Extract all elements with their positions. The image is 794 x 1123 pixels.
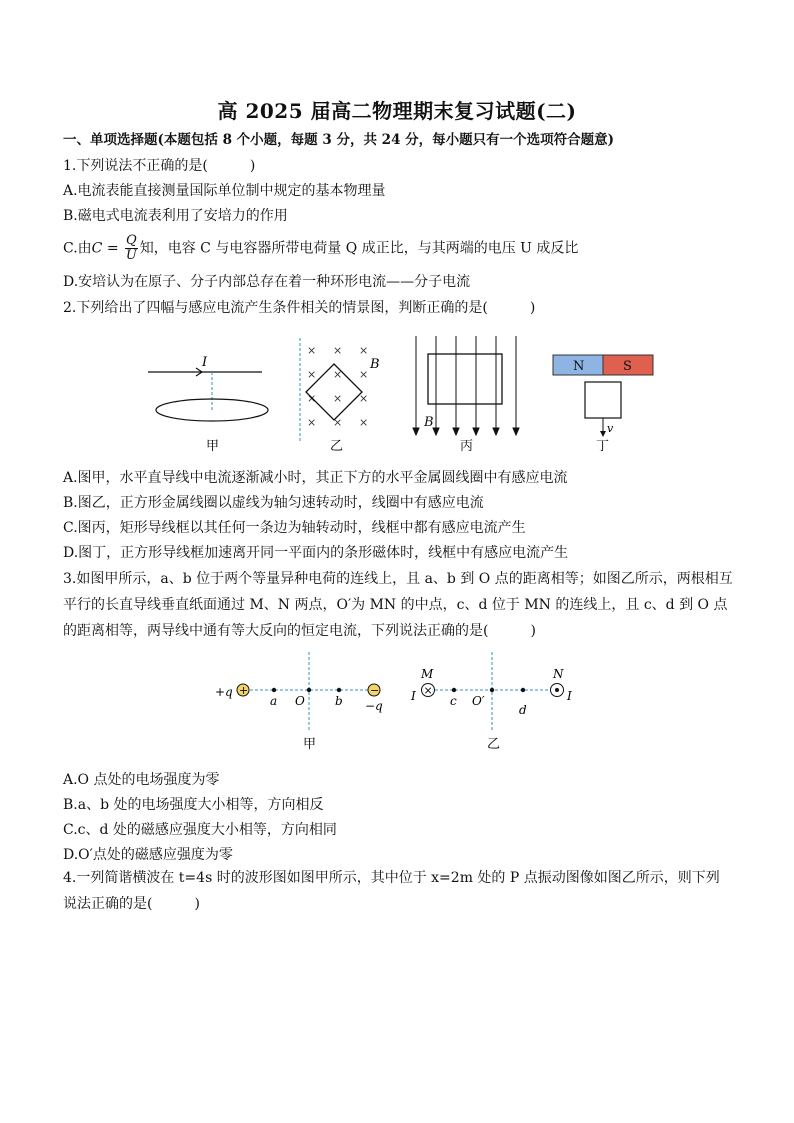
figure-yi	[300, 338, 380, 454]
svg-text:×: ×	[307, 368, 317, 381]
svg-text:×: ×	[359, 368, 369, 381]
svg-text:×: ×	[359, 344, 369, 357]
label-bing: 丙	[460, 439, 474, 454]
label-yi-q3: 乙	[487, 737, 501, 752]
svg-text:×: ×	[307, 392, 317, 405]
q3-figure	[205, 652, 595, 754]
field-label-bing: B	[424, 415, 434, 430]
q2-option-c: C.图丙，矩形导线框以其任何一条边为轴转动时，线框中都有感应电流产生	[63, 520, 526, 536]
label-b: b	[335, 694, 343, 708]
label-jia-q3: 甲	[303, 737, 317, 752]
magnet-s-label: S	[623, 359, 632, 374]
label-o: O	[295, 694, 305, 708]
svg-text:×: ×	[333, 344, 343, 357]
q3-stem: 3.如图甲所示，a、b 位于两个等量异种电荷的连线上，且 a、b 到 O 点的距离相等；如图乙所示，两根相互平行的长直导线垂直纸面通过 M、N 两点，O′为 MN 的中点，c、d 位于 MN 的连线上，且 c、d 到 O 点的距离相等，两导线中通有等大反向的恒定电流，下列说法正确的是( )	[63, 571, 733, 639]
svg-text:×: ×	[333, 392, 343, 405]
label-a: a	[270, 694, 278, 708]
q1-option-b: B.磁电式电流表利用了安培力的作用	[63, 208, 288, 224]
q3-option-d: D.O′点处的磁感应强度为零	[63, 847, 233, 863]
rect-frame	[428, 354, 502, 404]
q1-option-c: C.由C = $\frac{Q}{U}$ 知，电容 C 与电容器所带电荷量 Q 成正比，与其两端的电压 U 成反比	[63, 233, 579, 263]
plus-q-label: +q	[215, 685, 233, 699]
point-a	[272, 688, 276, 692]
point-b	[337, 688, 341, 692]
label-o-prime: O′	[472, 694, 485, 708]
label-c: c	[450, 694, 457, 708]
square-frame	[585, 382, 621, 418]
point-d	[521, 688, 525, 692]
q1-option-c-text: 知，电容 C 与电容器所带电荷量 Q 成正比，与其两端的电压 U 成反比	[139, 240, 579, 257]
svg-text:×: ×	[307, 416, 317, 429]
svg-text:×: ×	[333, 416, 343, 429]
page-title: 高 2025 届高二物理期末复习试题(二)	[217, 99, 577, 123]
minus-q-label: −q	[365, 699, 383, 713]
formula-numerator: Q	[126, 233, 137, 248]
q2-option-a: A.图甲，水平直导线中电流逐渐减小时，其正下方的水平金属圆线圈中有感应电流	[63, 470, 568, 486]
svg-text:×: ×	[359, 392, 369, 405]
label-yi: 乙	[330, 439, 344, 454]
svg-text:×: ×	[359, 416, 369, 429]
svg-text:×: ×	[333, 368, 343, 381]
positive-sign: +	[239, 684, 249, 697]
q2-option-b: B.图乙，正方形金属线圈以虚线为轴匀速转动时，线圈中有感应电流	[63, 495, 484, 511]
point-c	[452, 688, 456, 692]
velocity-label: v	[607, 422, 614, 435]
label-m: M	[421, 667, 434, 681]
label-ding: 丁	[596, 439, 610, 454]
svg-text:×: ×	[307, 344, 317, 357]
field-label-yi: B	[370, 357, 380, 372]
q1-option-d: D.安培认为在原子、分子内部总存在着一种环形电流——分子电流	[63, 274, 471, 290]
q4-stem: 4.一列简谐横波在 t=4s 时的波形图如图甲所示，其中位于 x=2m 处的 P 点振动图像如图乙所示，则下列说法正确的是( )	[63, 870, 720, 912]
q1-option-a: A.电流表能直接测量国际单位制中规定的基本物理量	[63, 183, 386, 199]
point-o	[307, 688, 311, 692]
figure-jia-charges	[215, 652, 383, 752]
q2-option-d: D.图丁，正方形导线框加速离开同一平面内的条形磁体时，线框中有感应电流产生	[63, 545, 569, 561]
q2-stem: 2.下列给出了四幅与感应电流产生条件相关的情景图，判断正确的是( )	[63, 300, 536, 316]
label-d: d	[519, 703, 527, 717]
point-o-prime	[490, 688, 494, 692]
label-jia: 甲	[206, 439, 220, 454]
formula-fraction	[125, 234, 138, 263]
cross-sign: ×	[423, 684, 433, 697]
q1-option-c-prefix: C.由	[63, 240, 92, 257]
section-heading: 一、单项选择题(本题包括 8 个小题，每题 3 分，共 24 分，每小题只有一个选项符合题意)	[63, 132, 615, 148]
q1-stem: 1.下列说法不正确的是( )	[63, 158, 256, 174]
formula-denominator: U	[125, 248, 137, 263]
figure-jia	[148, 355, 268, 454]
q3-option-c: C.c、d 处的磁感应强度大小相等，方向相同	[63, 822, 337, 838]
current-label-right: I	[567, 689, 572, 703]
q3-option-b: B.a、b 处的电场强度大小相等，方向相反	[63, 797, 324, 813]
figure-bing	[413, 336, 519, 454]
figure-yi-wires	[410, 652, 572, 752]
q2-figure	[140, 332, 670, 460]
figure-ding	[553, 355, 653, 454]
current-label-left: I	[411, 689, 416, 703]
negative-sign: −	[370, 684, 380, 697]
q3-option-a: A.O 点处的电场强度为零	[63, 772, 220, 788]
formula-c: C	[91, 240, 103, 257]
magnet-n-label: N	[573, 359, 585, 374]
label-n: N	[553, 667, 564, 681]
current-label-jia: I	[202, 355, 208, 370]
